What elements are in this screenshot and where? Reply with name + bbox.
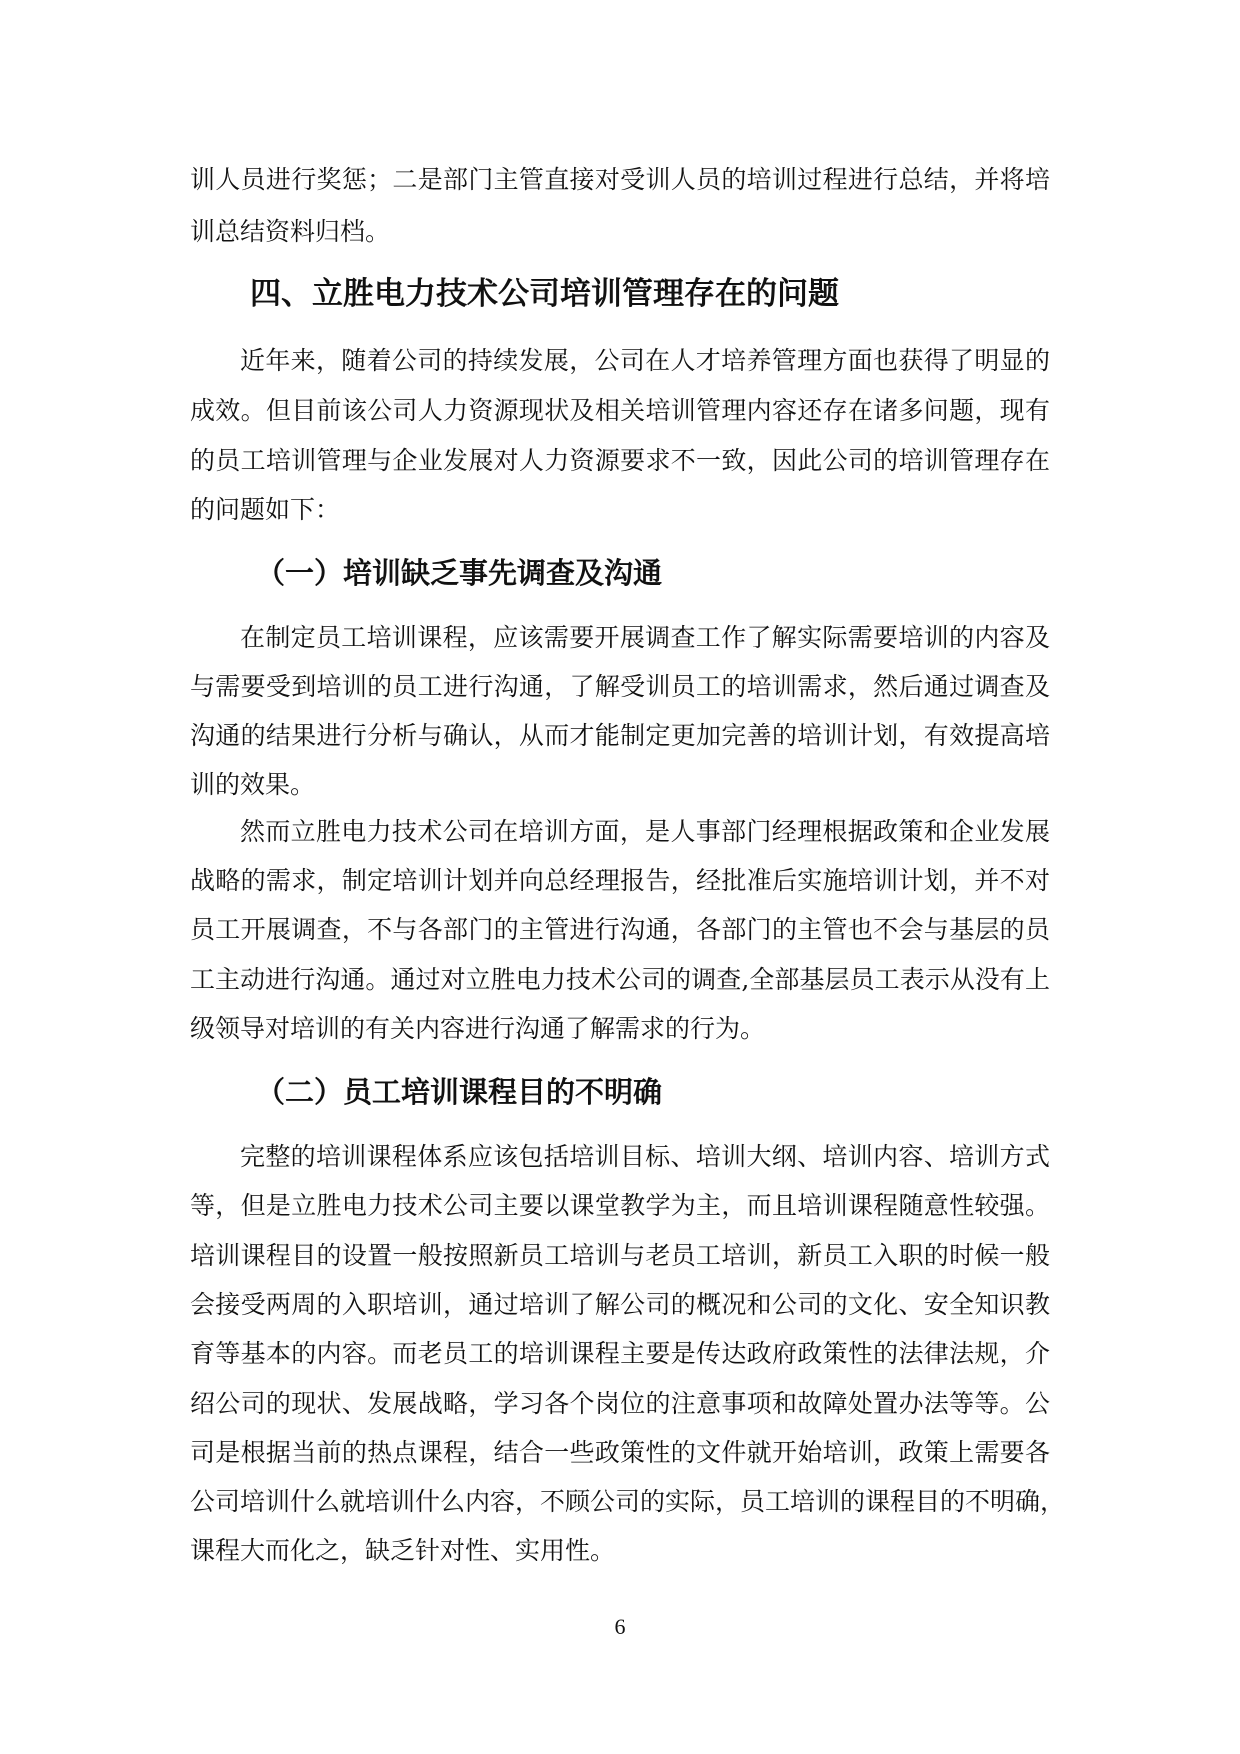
body-line: 的问题如下：	[190, 495, 341, 524]
body-line: 会接受两周的入职培训，通过培训了解公司的概况和公司的文化、安全知识教	[190, 1290, 1050, 1319]
body-line: 与需要受到培训的员工进行沟通，了解受训员工的培训需求，然后通过调查及	[190, 672, 1050, 701]
body-line: 成效。但目前该公司人力资源现状及相关培训管理内容还存在诸多问题，现有	[190, 396, 1050, 425]
body-line: 工主动进行沟通。通过对立胜电力技术公司的调查,全部基层员工表示从没有上	[190, 965, 1050, 994]
body-line: 司是根据当前的热点课程，结合一些政策性的文件就开始培训，政策上需要各	[190, 1438, 1050, 1467]
body-line: 沟通的结果进行分析与确认，从而才能制定更加完善的培训计划，有效提高培	[190, 721, 1050, 750]
subsection-heading: （一）培训缺乏事先调查及沟通	[256, 556, 663, 590]
body-line: 在制定员工培训课程，应该需要开展调查工作了解实际需要培训的内容及	[240, 623, 1050, 652]
section-heading: 四、立胜电力技术公司培训管理存在的问题	[250, 276, 839, 312]
body-line: 绍公司的现状、发展战略，学习各个岗位的注意事项和故障处置办法等等。公	[190, 1389, 1050, 1418]
body-line: 培训课程目的设置一般按照新员工培训与老员工培训，新员工入职的时候一般	[190, 1241, 1050, 1270]
body-line: 公司培训什么就培训什么内容，不顾公司的实际，员工培训的课程目的不明确，	[190, 1487, 1066, 1516]
body-line: 然而立胜电力技术公司在培训方面，是人事部门经理根据政策和企业发展	[240, 817, 1050, 846]
body-line: 战略的需求，制定培训计划并向总经理报告，经批准后实施培训计划，并不对	[190, 866, 1050, 895]
body-line: 训总结资料归档。	[190, 217, 391, 246]
body-line: 育等基本的内容。而老员工的培训课程主要是传达政府政策性的法律法规，介	[190, 1339, 1050, 1368]
body-line: 员工开展调查，不与各部门的主管进行沟通，各部门的主管也不会与基层的员	[190, 915, 1050, 944]
page-number: 6	[614, 1614, 626, 1639]
body-line: 的员工培训管理与企业发展对人力资源要求不一致，因此公司的培训管理存在	[190, 446, 1050, 475]
body-line: 课程大而化之，缺乏针对性、实用性。	[190, 1536, 616, 1565]
body-line: 训人员进行奖惩；二是部门主管直接对受训人员的培训过程进行总结，并将培	[190, 165, 1050, 194]
body-line: 完整的培训课程体系应该包括培训目标、培训大纲、培训内容、培训方式	[240, 1142, 1050, 1171]
body-line: 训的效果。	[190, 770, 316, 799]
body-line: 等，但是立胜电力技术公司主要以课堂教学为主，而且培训课程随意性较强。	[190, 1191, 1050, 1220]
subsection-heading: （二）员工培训课程目的不明确	[256, 1075, 663, 1109]
body-line: 级领导对培训的有关内容进行沟通了解需求的行为。	[190, 1014, 766, 1043]
body-line: 近年来，随着公司的持续发展，公司在人才培养管理方面也获得了明显的	[240, 346, 1050, 375]
